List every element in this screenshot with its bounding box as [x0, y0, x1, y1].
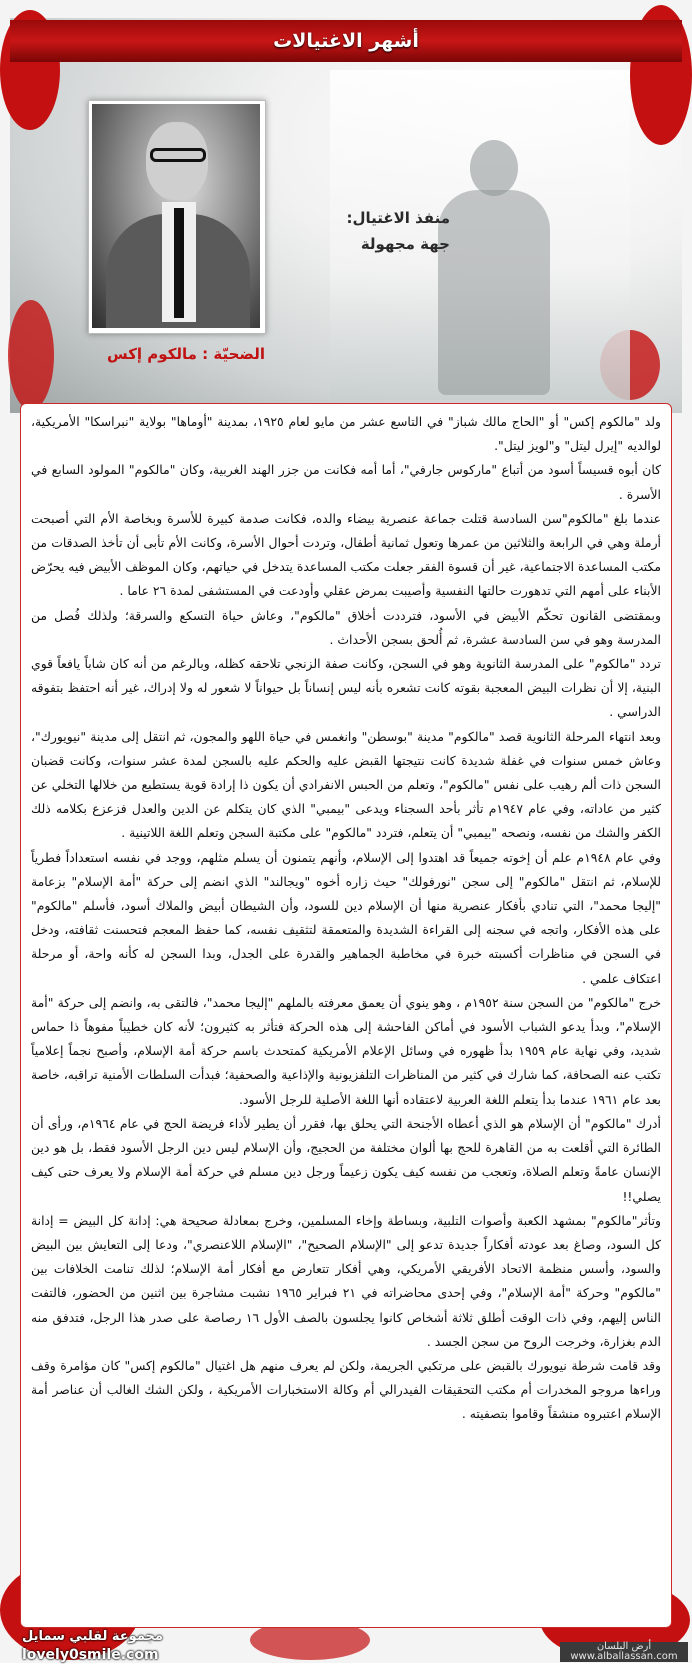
article-paragraph: ولد "مالكوم إكس" أو "الحاج مالك شباز" في التاسع عشر من مايو لعام ١٩٢٥، بمدينة "أوماها" بولاية "نبراسكا" الأمريكية، لوالديه "إيرل ليتل" و"لويز ليتل". — [31, 414, 662, 454]
assassin-silhouette — [470, 140, 518, 196]
article-paragraph: أدرك "مالكوم" أن الإسلام هو الذي أعطاه الأجنحة التي يحلق بها، فقرر أن يطير لأداء فريضة الحج في عام ١٩٦٤م، ورأى أن الطائرة التي أقلعت به من القاهرة للحج بها ألوان مختلفة من الحجيج، وأن الإسلام ليس دين الرجل الأسود فقط، بل هو دين الإنسان عامةً وتعلم الصلاة، وتعجب من نفسه كيف يكون زعيماً ورجل دين مسلم في حركة أمة الإسلام ولا يعرف حتى كيف يصلي!! — [31, 1115, 661, 1204]
article-paragraph: وتأثر"مالكوم" بمشهد الكعبة وأصوات التلبية، وبساطة وإخاء المسلمين، وخرج بمعادلة صحيحة هي: إدانة كل البيض = إدانة كل السود، وصاغ بعد عودته أفكاراً جديدة تدعو إلى "الإسلام الصحيح"، "الإسلام اللاعنصري"، ودعا إلى التعايش بين البيض والسود، وأسس منظمة الاتحاد الأفريقي الأمريكي، وهي أفكار تتعارض مع أفكار أمة الإسلام؛ لذلك تنامت الخلافات بين "مالكوم" وحركة "أمة الإسلام"، وفي إحدى محاضراته في ٢١ فبراير ١٩٦٥ نشبت مشاجرة بين اثنين من الحضور، فالتفت الناس إليهم، وفي ذات الوقت أطلق ثلاثة أشخاص كانوا يجلسون بالصف الأول ١٦ رصاصة على صدر هذا الرجل، فتدفق منه الدم بغزارة، وخرجت الروح من سجن الجسد . — [31, 1212, 662, 1349]
footer-group-name: مجموعة لقلبي سمايل — [22, 1629, 163, 1644]
brand-name: أرض البلسان — [596, 1641, 652, 1652]
article-paragraph: تردد "مالكوم" على المدرسة الثانوية وهو في السجن، وكانت صفة الزنجي تلاحقه كظله، وبالرغم من أنه كان شاباً يافعاً قوي البنية، إلا أن نظرات البيض المعجبة بقوته كانت تشعره بأنه ليس إنساناً بل حيواناً لا شعور له ولا إدراك، غير أنه احتفظ بتفوقه الدراسي . — [31, 656, 661, 720]
article-paragraph: وقد قامت شرطة نيويورك بالقبض على مرتكبي الجريمة، ولكن لم يعرف منهم هل اغتيال "مالكوم إكس" كان مؤامرة وقف وراءها مروجو المخدرات أم مكتب التحقيقات الفيدرالي أم وكالة الاستخبارات الأمريكية ، ولكن الشك الغالب أن عناصر أمة الإسلام اعتبروه منشقاً وقاموا بتصفيته . — [31, 1357, 661, 1422]
killer-label: منفذ الاغتيال: — [346, 209, 450, 227]
killer-info — [330, 205, 450, 257]
article-paragraph: وبمقتضى القانون تحكّم الأبيض في الأسود، فترددت أخلاق "مالكوم"، وعاش حياة التسكع والسرقة؛ ولذلك فُصل من المدرسة وهو في سن السادسة عشرة، ثم أُلحق بسجن الأحداث . — [31, 607, 661, 647]
victim-photo — [92, 104, 260, 328]
article-body — [20, 403, 672, 1628]
splatter-decoration — [8, 300, 54, 410]
footer-watermark — [22, 1628, 222, 1664]
brand-site: www.alballassan.com — [570, 1651, 678, 1662]
article-paragraph: خرج "مالكوم" من السجن سنة ١٩٥٢م ، وهو ينوي أن يعمق معرفته بالملهم "إليجا محمد"، فالتقى به، وانضم إلى حركة "أمة الإسلام"، وبدأ يدعو الشباب الأسود في أماكن الفاحشة إلى هذه الحركة فتأثر به كثيرون؛ لأنه كان خطيباً مفوهاً ذا حماس شديد، وفي نهاية عام ١٩٥٩ بدأ ظهوره في وسائل الإعلام الأمريكية كمتحدث باسم حركة أمة الإسلام، وأصبح نجماً إعلامياً تكتب عنه الصحافة، كما شارك في كثير من المناظرات التلفزيونية والإذاعية والصحفية؛ فبدأت السلطات الأمنية تراقبه، خاصة بعد عام ١٩٦١ عندما بدأ يتعلم اللغة العربية لاعتقاده أنها اللغة الأصلية للرجل الأسود. — [31, 994, 661, 1107]
article-paragraph: وفي عام ١٩٤٨م علم أن إخوته جميعاً قد اهتدوا إلى الإسلام، وأنهم يتمنون أن يسلم مثلهم، ووجد في نفسه استعداداً فطرياً للإسلام، ثم انتقل "مالكوم" إلى سجن "نورفولك" حيث زاره أخوه "ويجالند" الذي انضم إلى حركة "أمة الإسلام" بزعامة "إليجا محمد"، التي تنادي بأفكار عنصرية منها أن الإسلام دين للسود، وأن الشيطان أبيض والملاك أسود، فأسلم "مالكوم" على هذه الأفكار، واتجه في سجنه إلى القراءة الشديدة والمتعمقة لتثقيف نفسه، كما حفظ المعجم فتحسنت ثقافته، ودخل في السجن في مناظرات أكسبته خبرة في مخاطبة الجماهير والقدرة على الجدل، وبدا السجن له كأنه واحة، أو مرحلة اعتكاف علمي . — [31, 849, 661, 986]
page-title: أشهر الاغتيالات — [273, 30, 419, 52]
article-paragraph: كان أبوه قسيساً أسود من أتباع "ماركوس جارفي"، أما أمه فكانت من جزر الهند الغربية، وكان "مالكوم" المولود السابع في الأسرة . — [31, 462, 661, 502]
article-paragraph: وبعد انتهاء المرحلة الثانوية قصد "مالكوم" مدينة "بوسطن" وانغمس في حياة اللهو والمجون، ثم انتقل إلى مدينة "نيويورك"، وعاش خمس سنوات في غفلة شديدة كانت نتيجتها القبض عليه والحكم عليه بالسجن لمدة عشر سنوات، وكانت قضبان السجن ذات ألم رهيب على نفس "مالكوم"، وتعلم من الحبس الانفرادي أن يكون ذا إرادة قوية يستطيع من خلالها التخلي عن كثير من عاداته، وفي عام ١٩٤٧م تأثر بأحد السجناء ويدعى "بيمبي" الذي كان يتكلم عن الدين والعدل فزعزع بكلامه ذلك الكفر والشك من نفسه، ونصحه "بيمبي" أن يتعلم، فتردد "مالكوم" على مكتبة السجن وتعلم اللغة اللاتينية . — [31, 728, 661, 841]
killer-value: جهة مجهولة — [360, 235, 450, 253]
brand-logo — [560, 1642, 688, 1662]
victim-caption: الضحيّة : مالكوم إكس — [107, 345, 265, 363]
assassin-silhouette — [438, 190, 550, 395]
article-paragraph: عندما بلغ "مالكوم"سن السادسة قتلت جماعة عنصرية بيضاء والده، فكانت صدمة كبيرة للأسرة وبخاصة الأم التي أصبحت أرملة وهي في الرابعة والثلاثين من عمرها وتعول ثمانية أطفال، وتردت أحوال الأسرة، وكانت الأم تأبى أن تأخذ الصدقات من مكتب المساعدة الاجتماعية، غير أن قسوة الفقر جعلت مكتب المساعدة يتدخل في حياتهم، وكان الموظف الأبيض فيه يحرّض الأبناء على أمهم التي تدهورت حالتها النفسية وأصيبت بمرض عقلي وأودعت في المستشفى لمدة ٢٦ عاما . — [31, 510, 661, 599]
footer-site-link[interactable]: lovely0smile.com — [22, 1647, 159, 1663]
